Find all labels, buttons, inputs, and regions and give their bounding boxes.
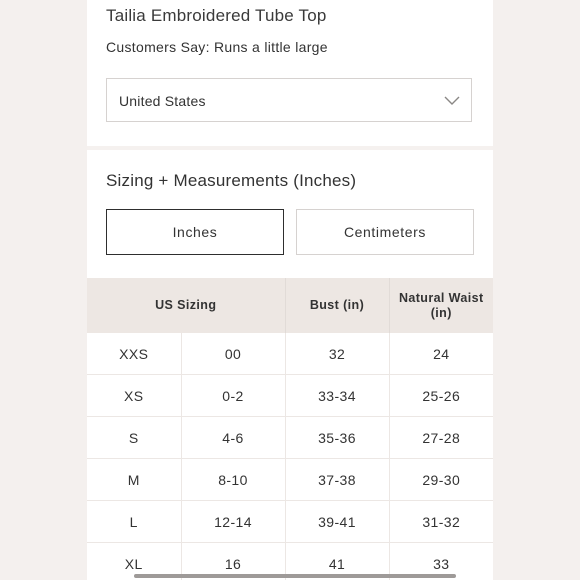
country-select-value: United States [119,93,206,109]
table-cell-bust: 35-36 [285,417,389,459]
table-cell-us-number: 8-10 [181,459,285,501]
table-cell-size: L [87,501,181,543]
table-cell-us-number: 16 [181,543,285,580]
table-cell-waist: 33 [389,543,493,580]
table-cell-us-number: 4-6 [181,417,285,459]
centimeters-button[interactable]: Centimeters [296,209,474,255]
table-cell-size: XXS [87,333,181,375]
horizontal-scrollbar[interactable] [134,574,456,578]
size-table [87,278,493,580]
size-guide-panel [87,0,493,580]
table-cell-us-number: 12-14 [181,501,285,543]
table-row [87,501,493,543]
table-row [87,333,493,375]
inches-button[interactable]: Inches [106,209,284,255]
table-cell-size: XS [87,375,181,417]
table-row [87,459,493,501]
table-cell-waist: 25-26 [389,375,493,417]
table-cell-us-number: 00 [181,333,285,375]
table-header-row [87,278,493,333]
table-cell-waist: 27-28 [389,417,493,459]
column-header-us-sizing: US Sizing [87,278,285,333]
table-cell-waist: 31-32 [389,501,493,543]
table-cell-size: S [87,417,181,459]
table-cell-size: XL [87,543,181,580]
chevron-down-icon [443,91,461,109]
table-cell-bust: 32 [285,333,389,375]
country-select[interactable] [106,78,472,122]
table-cell-size: M [87,459,181,501]
product-info-card [87,0,493,146]
table-cell-bust: 41 [285,543,389,580]
table-cell-us-number: 0-2 [181,375,285,417]
table-row [87,417,493,459]
table-cell-waist: 24 [389,333,493,375]
section-title: Sizing + Measurements (Inches) [106,171,357,190]
column-header-natural-waist: Natural Waist (in) [389,278,493,333]
fit-feedback: Customers Say: Runs a little large [106,39,328,55]
column-header-bust: Bust (in) [285,278,389,333]
table-row [87,375,493,417]
product-title: Tailia Embroidered Tube Top [106,6,327,25]
measurements-card [87,150,493,580]
table-cell-bust: 39-41 [285,501,389,543]
table-cell-bust: 33-34 [285,375,389,417]
table-cell-bust: 37-38 [285,459,389,501]
table-cell-waist: 29-30 [389,459,493,501]
